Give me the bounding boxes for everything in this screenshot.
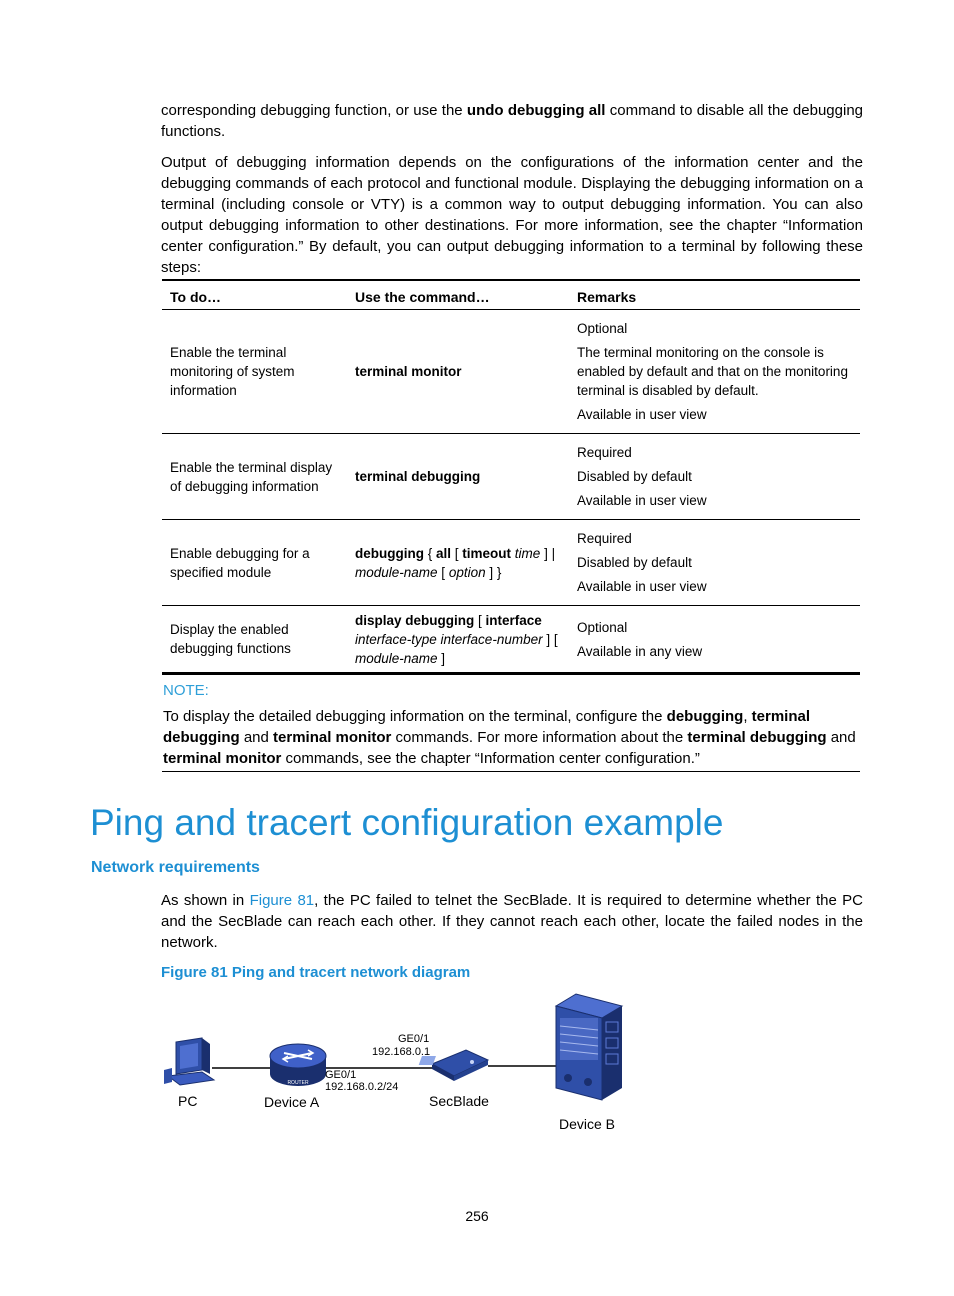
chassis-icon bbox=[556, 994, 622, 1100]
header-todo: To do… bbox=[162, 280, 347, 310]
paragraph-text: , the PC failed to telnet the SecBlade. It is required to determine whether the PC and the SecBlade can reach each other. If they cannot reach each other, locate the failed nodes in the network. bbox=[161, 892, 864, 951]
table-header-row bbox=[162, 280, 860, 310]
command-argument: time bbox=[514, 545, 541, 561]
intro-paragraph-2: Output of debugging information depends on the configurations of the information center and the debugging commands of each protocol and functional module. Displaying the debugging information on a terminal (including console or VTY) is a common way to output debugging information. You can also output debugging information to other destinations. For more information, see the chapter “Information center configuration.” By default, you can output debugging information to a terminal by following these steps: bbox=[161, 154, 863, 276]
remark-line: Available in user view bbox=[577, 407, 707, 422]
node-label-device-b: Device B bbox=[559, 1116, 616, 1132]
header-command: Use the command… bbox=[347, 280, 569, 310]
command-keyword: all bbox=[436, 545, 452, 561]
table-row bbox=[162, 606, 860, 674]
note-fragment: To display the detailed debugging information on the terminal, configure the bbox=[163, 708, 667, 725]
command-keyword: terminal debugging bbox=[355, 469, 481, 484]
remark-line: Available in any view bbox=[577, 643, 703, 659]
node-label-device-a: Device A bbox=[264, 1094, 320, 1110]
section-subtitle: Network requirements bbox=[91, 859, 260, 876]
note-fragment: and bbox=[826, 729, 856, 746]
note-fragment: and bbox=[239, 729, 274, 746]
network-diagram bbox=[150, 990, 650, 1140]
requirements-paragraph bbox=[161, 890, 863, 953]
figure-link[interactable]: Figure 81 bbox=[249, 892, 315, 909]
node-label-pc: PC bbox=[178, 1093, 198, 1109]
page-number: 256 bbox=[465, 1208, 489, 1224]
table-row bbox=[162, 434, 860, 520]
remark-line: Available in user view bbox=[577, 579, 707, 594]
todo-cell: Enable the terminal display of debugging information bbox=[162, 434, 347, 520]
intro-paragraph-1 bbox=[161, 100, 863, 142]
command-argument: option bbox=[448, 564, 486, 580]
remark-line: Required bbox=[577, 531, 632, 546]
syntax-symbol: [ bbox=[437, 564, 449, 580]
command-keyword: debugging bbox=[355, 545, 424, 561]
table-row bbox=[162, 310, 860, 434]
note-fragment: commands, see the chapter “Information center configuration.” bbox=[281, 750, 700, 767]
syntax-symbol: ] [ bbox=[542, 631, 558, 647]
syntax-symbol: ] | bbox=[540, 545, 556, 561]
command-keyword: terminal debugging bbox=[163, 708, 811, 746]
remark-line: Disabled by default bbox=[577, 555, 692, 570]
figure-caption: Figure 81 Ping and tracert network diagram bbox=[161, 964, 471, 981]
command-keyword: terminal monitor bbox=[273, 729, 392, 746]
todo-cell: Display the enabled debugging functions bbox=[162, 606, 347, 674]
table-row bbox=[162, 520, 860, 606]
command-cell bbox=[347, 520, 569, 606]
remarks-cell bbox=[569, 520, 860, 606]
todo-cell: Enable the terminal monitoring of system information bbox=[162, 310, 347, 434]
intro-text: command to disable all the debugging functions. bbox=[161, 102, 864, 140]
command-keyword: display debugging bbox=[355, 612, 475, 628]
node-label-secblade: SecBlade bbox=[429, 1093, 489, 1109]
ip-label-device-a: 192.168.0.2/24 bbox=[325, 1081, 399, 1093]
command-argument: interface-type interface-number bbox=[355, 631, 543, 647]
header-remarks: Remarks bbox=[569, 280, 860, 310]
todo-cell: Enable debugging for a specified module bbox=[162, 520, 347, 606]
paragraph-text: As shown in bbox=[161, 892, 250, 909]
command-keyword: terminal debugging bbox=[687, 729, 827, 746]
remark-line: Optional bbox=[577, 619, 628, 635]
command-cell bbox=[347, 310, 569, 434]
iface-label-device-a: GE0/1 bbox=[325, 1069, 357, 1081]
note-fragment: commands. For more information about the bbox=[391, 729, 688, 746]
syntax-symbol: [ bbox=[474, 612, 486, 628]
remarks-cell bbox=[569, 606, 860, 674]
note-box bbox=[162, 673, 860, 772]
syntax-symbol: ] bbox=[437, 650, 446, 666]
command-cell bbox=[347, 606, 569, 674]
remark-line: Required bbox=[577, 445, 632, 460]
remarks-cell bbox=[569, 434, 860, 520]
command-keyword: terminal monitor bbox=[355, 364, 462, 379]
command-keyword: interface bbox=[485, 612, 542, 628]
remarks-cell bbox=[569, 310, 860, 434]
remark-line: Available in user view bbox=[577, 493, 707, 508]
ip-label-secblade: 192.168.0.1 bbox=[372, 1046, 431, 1058]
remark-line: The terminal monitoring on the console is enabled by default and that on the monitoring terminal is disabled by default. bbox=[577, 345, 848, 398]
syntax-symbol: { bbox=[423, 545, 436, 561]
command-cell bbox=[347, 434, 569, 520]
router-icon bbox=[270, 1044, 326, 1086]
command-keyword: timeout bbox=[462, 545, 512, 561]
remark-line: Disabled by default bbox=[577, 469, 692, 484]
pc-icon bbox=[164, 1038, 214, 1085]
intro-text: corresponding debugging function, or use the bbox=[161, 102, 467, 119]
syntax-symbol: [ bbox=[451, 545, 463, 561]
remark-line: Optional bbox=[577, 321, 628, 336]
command-keyword: debugging bbox=[666, 708, 744, 725]
command-keyword: terminal monitor bbox=[163, 750, 282, 767]
command-keyword: undo debugging all bbox=[466, 102, 606, 119]
section-title: Ping and tracert configuration example bbox=[90, 802, 724, 843]
command-table bbox=[162, 279, 860, 675]
note-fragment: , bbox=[743, 708, 752, 725]
note-label: NOTE: bbox=[163, 682, 209, 699]
command-argument: module-name bbox=[355, 564, 438, 580]
command-argument: module-name bbox=[355, 650, 438, 666]
note-text bbox=[163, 706, 860, 769]
router-badge: ROUTER bbox=[287, 1080, 309, 1086]
iface-label-secblade: GE0/1 bbox=[398, 1033, 430, 1045]
syntax-symbol: ] } bbox=[485, 564, 502, 580]
